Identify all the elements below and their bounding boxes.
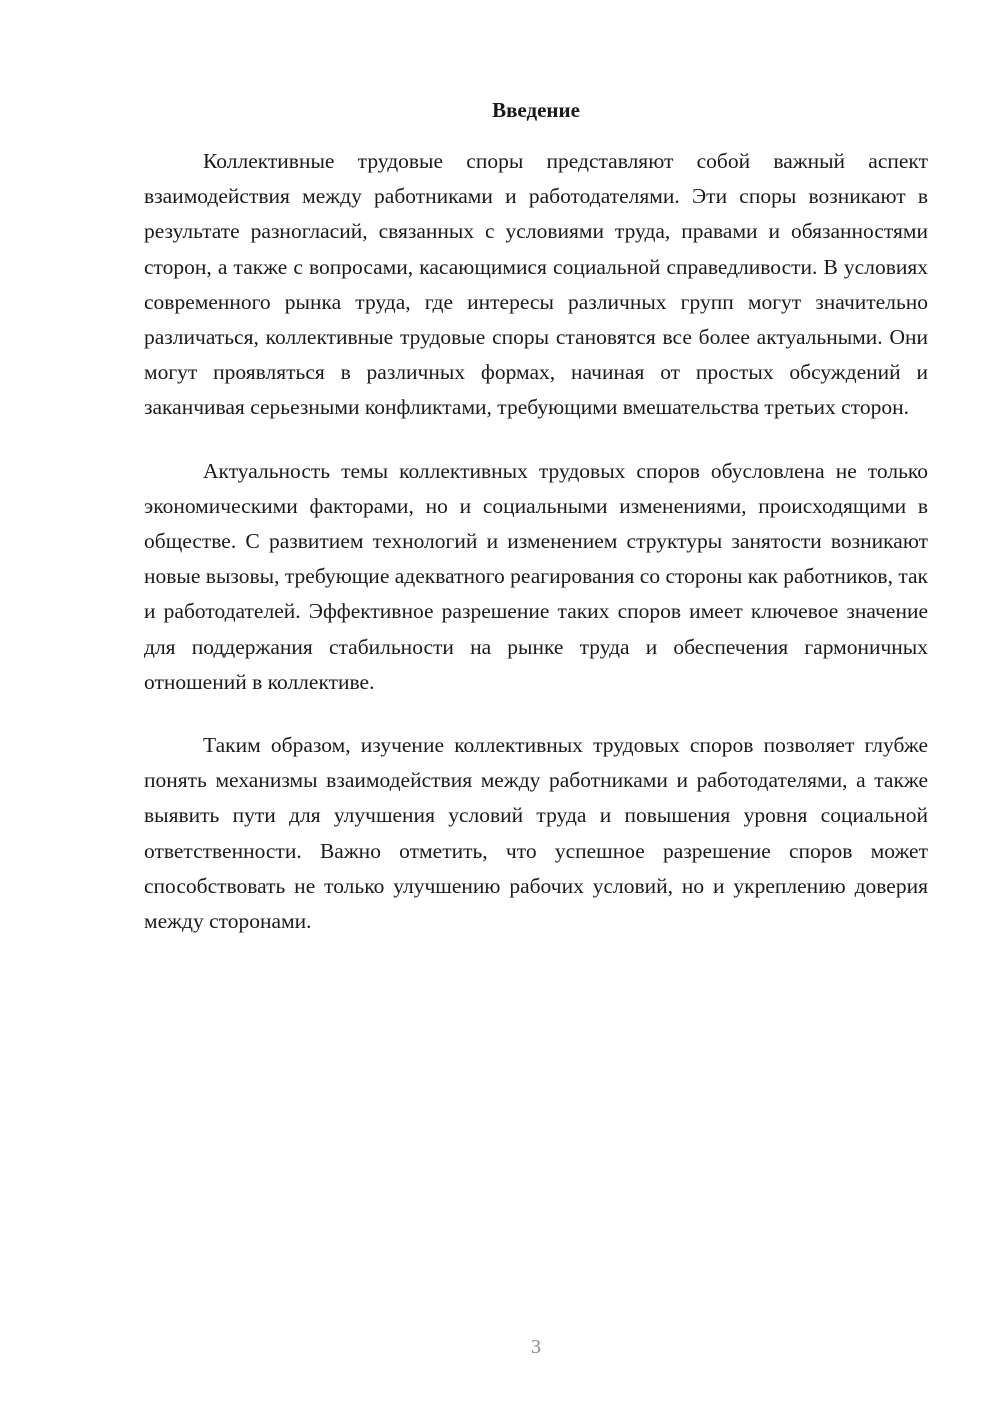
paragraph-3: Таким образом, изучение коллективных трудовых споров позволяет глубже понять механизмы взаимодействия между работниками и работодателями, а также выявить пути для улучшения условий труда и повышения уровня социальной ответственности. Важно отметить, что успешное разрешение споров может способствовать не только улучшению рабочих условий, но и укреплению доверия между сторонами.	[144, 733, 928, 934]
paragraph-2: Актуальность темы коллективных трудовых споров обусловлена не только экономическими факторами, но и социальными изменениями, происходящими в обществе. С развитием технологий и изменением структуры занятости возникают новые вызовы, требующие адекватного реагирования со стороны как работников, так и работодателей. Эффективное разрешение таких споров имеет ключевое значение для поддержания стабильности на рынке труда и обеспечения гармоничных отношений в коллективе.	[144, 458, 928, 694]
page-title: Введение	[492, 98, 580, 122]
paragraph-1: Коллективные трудовые споры представляют собой важный аспект взаимодействия между работниками и работодателями. Эти споры возникают в результате разногласий, связанных с условиями труда, правами и обязанностями сторон, а также с вопросами, касающимися социальной справедливости. В условиях современного рынка труда, где интересы различных групп могут значительно различаться, коллективные трудовые споры становятся все более актуальными. Они могут проявляться в различных формах, начиная от простых обсуждений и заканчивая серьезными конфликтами, требующими вмешательства третьих сторон.	[144, 149, 928, 420]
page-content	[144, 92, 928, 939]
page-number: 3	[531, 1336, 541, 1358]
